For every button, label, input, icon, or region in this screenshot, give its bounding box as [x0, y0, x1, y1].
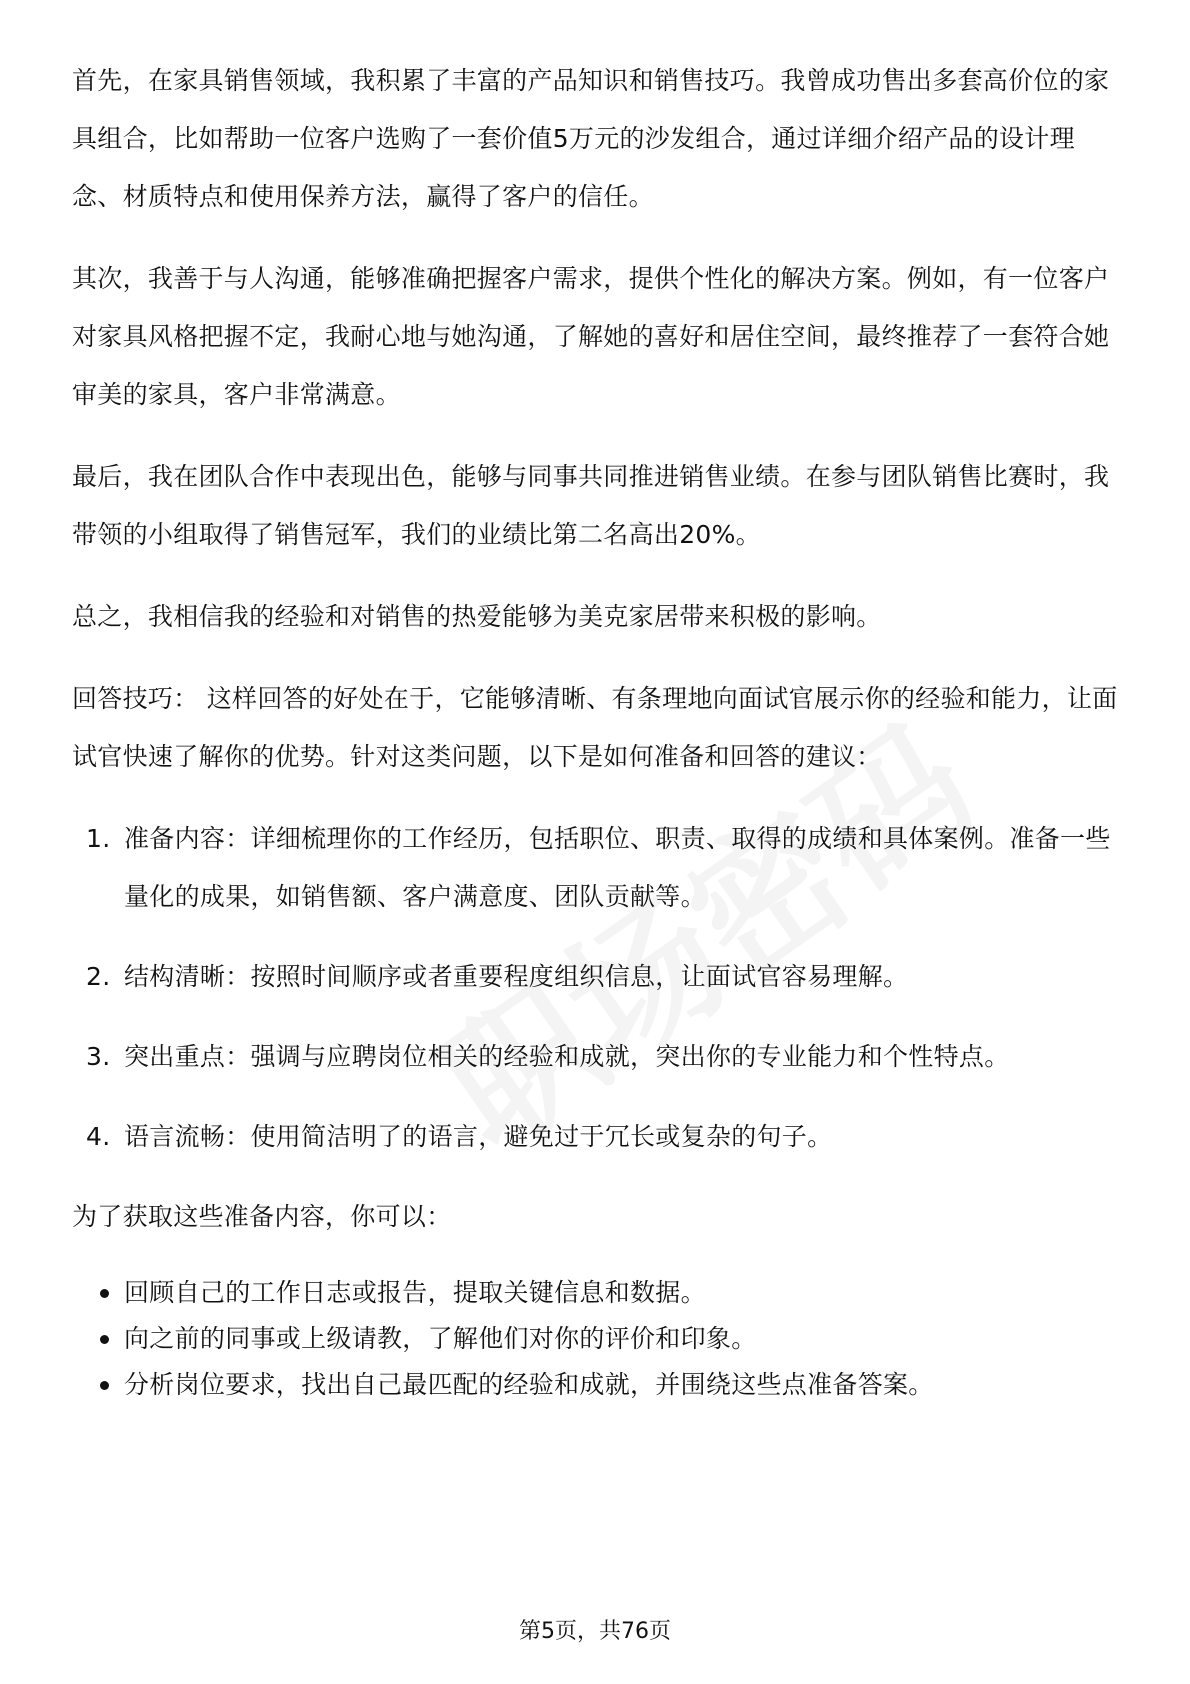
bullet-icon — [100, 1335, 109, 1344]
steps-list — [72, 810, 1122, 1166]
list-item-text: 语言流畅：使用简洁明了的语言，避免过于冗长或复杂的句子。 — [124, 1122, 833, 1151]
list-item — [72, 810, 1122, 926]
tips-list — [72, 1270, 1122, 1408]
list-item — [72, 1108, 1122, 1166]
tips-intro: 为了获取这些准备内容，你可以： — [72, 1202, 452, 1231]
list-item-text: 突出重点：强调与应聘岗位相关的经验和成就，突出你的专业能力和个性特点。 — [124, 1042, 1010, 1071]
paragraph-teamwork: 最后，我在团队合作中表现出色，能够与同事共同推进销售业绩。在参与团队销售比赛时，我带领的小组取得了销售冠军，我们的业绩比第二名高出20%。 — [72, 462, 1110, 549]
bullet-icon — [100, 1289, 109, 1298]
list-item — [72, 948, 1122, 1006]
paragraph-experience: 首先，在家具销售领域，我积累了丰富的产品知识和销售技巧。我曾成功售出多套高价位的家具组合，比如帮助一位客户选购了一套价值5万元的沙发组合，通过详细介绍产品的设计理念、材质特点和使用保养方法，赢得了客户的信任。 — [72, 66, 1110, 211]
page-number: 第5页，共76页 — [519, 1619, 671, 1644]
list-item-text: 回顾自己的工作日志或报告，提取关键信息和数据。 — [124, 1278, 706, 1307]
list-item-number: 3. — [86, 1042, 111, 1071]
paragraph-communication: 其次，我善于与人沟通，能够准确把握客户需求，提供个性化的解决方案。例如，有一位客户对家具风格把握不定，我耐心地与她沟通，了解她的喜好和居住空间，最终推荐了一套符合她审美的家具，客户非常满意。 — [72, 264, 1110, 409]
list-item — [72, 1316, 1122, 1362]
paragraph-summary: 总之，我相信我的经验和对销售的热爱能够为美克家居带来积极的影响。 — [72, 602, 882, 631]
list-item-number: 2. — [86, 962, 111, 991]
document-page — [72, 52, 1122, 1408]
bullet-icon — [100, 1381, 109, 1390]
list-item-number: 4. — [86, 1122, 111, 1151]
paragraph-answer-tips: 回答技巧： 这样回答的好处在于，它能够清晰、有条理地向面试官展示你的经验和能力，让面试官快速了解你的优势。针对这类问题，以下是如何准备和回答的建议： — [72, 684, 1118, 771]
list-item-text: 结构清晰：按照时间顺序或者重要程度组织信息，让面试官容易理解。 — [124, 962, 909, 991]
list-item-number: 1. — [86, 824, 111, 853]
list-item — [72, 1270, 1122, 1316]
list-item-text: 准备内容：详细梳理你的工作经历，包括职位、职责、取得的成绩和具体案例。准备一些量化的成果，如销售额、客户满意度、团队贡献等。 — [124, 824, 1111, 911]
list-item — [72, 1362, 1122, 1408]
list-item-text: 向之前的同事或上级请教，了解他们对你的评价和印象。 — [124, 1324, 757, 1353]
list-item-text: 分析岗位要求，找出自己最匹配的经验和成就，并围绕这些点准备答案。 — [124, 1370, 934, 1399]
list-item — [72, 1028, 1122, 1086]
